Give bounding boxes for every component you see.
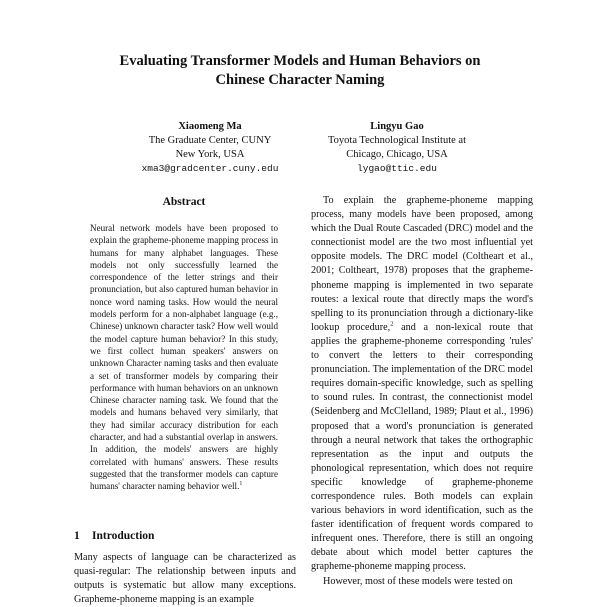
section-title: Introduction [92, 530, 155, 542]
title-line-2: Chinese Character Naming [215, 72, 385, 88]
footnote-marker: 1 [239, 481, 243, 488]
author-block-2 [307, 120, 487, 176]
author-affiliation: Toyota Technological Institute at [327, 135, 466, 146]
right-column [311, 194, 533, 589]
paragraph-text: and a non-lexical route that applies the grapheme-phoneme corresponding 'rules' to convert the letters to their corresponding pronunciation. The implementation of the DRC model requires domain-specific knowledge, such as spelling to sound rules. In contrast, the connectionist model (Seidenberg and McClelland, 1989; Plaut et al., 1996) proposed that a word's pronunciation is generated through a neural network that takes the orthographic representation as the input and outputs the phonological representation, which does not require specific knowledge of grapheme-phoneme correspondence rules. Both models can explain various behaviors in word identification, such as the faster identification of frequent words compared to infrequent ones. Therefore, there is still an ongoing debate about which model better captures the grapheme-phoneme mapping process. [311, 321, 534, 573]
footnote-marker: 2 [390, 320, 394, 328]
introduction-paragraph: Many aspects of language can be characterized as quasi-regular: The relationship between inputs and outputs is systematic but allow many exceptions. Grapheme-phoneme mapping is an example [74, 552, 296, 605]
section-number: 1 [74, 530, 80, 542]
abstract-body [90, 222, 278, 493]
author-email: xma3@gradcenter.cuny.edu [141, 163, 279, 174]
body-paragraph [311, 194, 533, 575]
author-location: New York, USA [175, 149, 245, 160]
author-affiliation: The Graduate Center, CUNY [148, 135, 272, 146]
title-line-1: Evaluating Transformer Models and Human Behaviors on [119, 53, 481, 69]
abstract-heading: Abstract [162, 196, 206, 208]
author-name: Xiaomeng Ma [178, 121, 242, 132]
author-block-1 [135, 120, 285, 176]
introduction-body [74, 551, 296, 607]
abstract-text: Neural network models have been proposed to explain the grapheme-phoneme mapping process in humans for many alphabet languages. These models not only successfully learned the correspondence of the letter strings and their pronunciation, but also captured human behavior in nonce word naming tasks. How would the neural models perform for a non-alphabet language (e.g., Chinese) unknown character task? How well would the model capture human behavior? In this study, we first collect human speakers' answers on unknown Character naming tasks and then evaluate a set of transformer models by comparing their performance with human behaviors on an unknown Chinese character naming task. We found that the models and humans behaved very similarly, that they had similar accuracy distribution for each character, and had a substantial overlap in answers. In addition, the models' answers are highly correlated with humans' answers. These results suggested that the transformer models can capture humans' character naming behavior well. [90, 223, 278, 492]
body-paragraph: However, most of these models were tested on [323, 575, 513, 587]
paragraph-text: To explain the grapheme-phoneme mapping process, many models have been proposed, among which the Dual Route Cascaded (DRC) model and the connectionist model are the two most influential yet opposite models. The DRC model (Coltheart et al., 2001; Coltheart, 1978) proposes that the grapheme-phoneme mapping is implemented in two separate routes: a lexical route that directly maps the word's spelling to its pronunciation through a dictionary-like lookup procedure, [311, 195, 533, 333]
author-email: lygao@ttic.edu [357, 163, 437, 174]
paper-title [0, 52, 600, 90]
author-location: Chicago, Chicago, USA [346, 149, 448, 160]
section-heading-introduction [74, 530, 154, 542]
author-name: Lingyu Gao [370, 121, 424, 132]
